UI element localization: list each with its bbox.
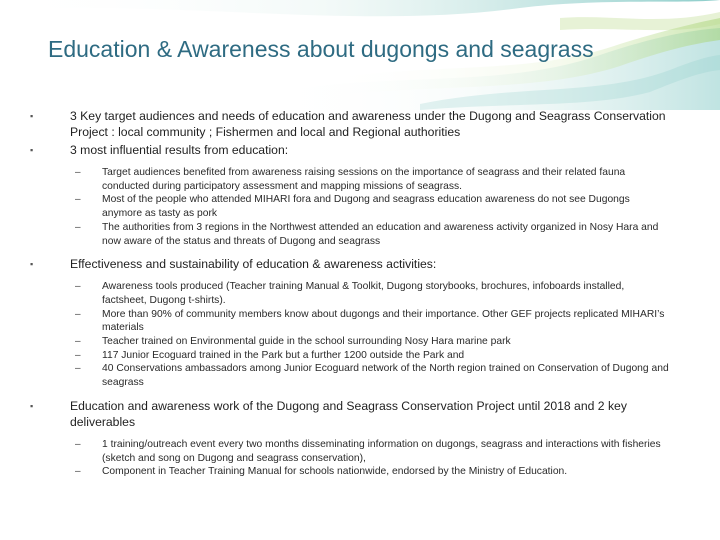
sub-bullet-item (30, 465, 670, 479)
dash-icon: – (75, 308, 81, 320)
bullet-icon: ▪ (30, 259, 34, 270)
sub-bullet-text: Awareness tools produced (Teacher training Manual & Toolkit, Dugong storybooks, brochures, infoboards installed, factsheet, Dugong t-shirts). (102, 281, 625, 306)
sub-bullet-item (30, 438, 670, 465)
sub-bullet-item (30, 193, 670, 220)
sub-bullet-text: More than 90% of community members know about dugongs and their importance. Other GEF projects replicated MIHARI’s materials (102, 308, 665, 334)
bullet-text: Education and awareness work of the Dugong and Seagrass Conservation Project until 2018 and 2 key deliverables (70, 398, 627, 429)
sub-bullet-text: 1 training/outreach event every two months disseminating information on dugongs, seagrass and interactions with fisheries (sketch and song on Dugong and seagrass conservation), (102, 438, 661, 464)
bullet-text: 3 Key target audiences and needs of education and awareness under the Dugong and Seagrass Conservation Project : local community ; Fishermen and local and Regional authorities (70, 109, 666, 139)
sub-bullet-text: Teacher trained on Environmental guide in the school surrounding Nosy Hara marine park (102, 336, 511, 348)
sub-bullet-item (30, 166, 670, 193)
bullet-item (30, 142, 670, 158)
dash-icon: – (75, 349, 81, 361)
dash-icon: – (75, 221, 81, 233)
sub-bullet-text: Target audiences benefited from awareness raising sessions on the importance of seagrass and their related fauna conducted during participatory assessment and mapping missions of seagrass. (102, 167, 626, 192)
sub-bullet-item (30, 221, 670, 248)
sub-bullet-text: Most of the people who attended MIHARI fora and Dugong and seagrass education awareness do not see Dugongs anymore as tasty as pork (102, 194, 630, 220)
bullet-icon: ▪ (30, 400, 34, 411)
sub-bullet-item (30, 335, 670, 349)
sub-bullet-text: The authorities from 3 regions in the Northwest attended an education and awareness activity organized in Nosy Hara and now aware of the status and threats of Dugong and seagrass (102, 221, 659, 247)
bullet-list (30, 108, 670, 479)
bullet-text: Effectiveness and sustainability of education & awareness activities: (70, 257, 437, 272)
bullet-item (30, 256, 670, 272)
slide-title: Education & Awareness about dugongs and seagrass (48, 36, 594, 62)
sub-bullet-item (30, 308, 670, 335)
dash-icon: – (75, 466, 81, 478)
dash-icon: – (75, 167, 81, 178)
bullet-icon: ▪ (30, 145, 34, 155)
bullet-text: 3 most influential results from education: (70, 143, 289, 157)
dash-icon: – (75, 363, 81, 375)
sub-bullet-text: 117 Junior Ecoguard trained in the Park but a further 1200 outside the Park and (102, 349, 465, 361)
dash-icon: – (75, 336, 81, 348)
sub-bullet-item (30, 280, 670, 307)
dash-icon: – (75, 281, 81, 293)
sub-bullet-item (30, 362, 670, 389)
bullet-item (30, 398, 670, 430)
dash-icon: – (75, 438, 81, 450)
bullet-item (30, 108, 670, 140)
sub-bullet-text: 40 Conservations ambassadors among Junior Ecoguard network of the North region trained on Conservation of Dugong and seagrass (102, 363, 669, 389)
sub-bullet-text: Component in Teacher Training Manual for schools nationwide, endorsed by the Ministry of Education. (102, 466, 568, 478)
sub-bullet-item (30, 349, 670, 363)
bullet-icon: ▪ (30, 111, 34, 121)
dash-icon: – (75, 194, 81, 206)
